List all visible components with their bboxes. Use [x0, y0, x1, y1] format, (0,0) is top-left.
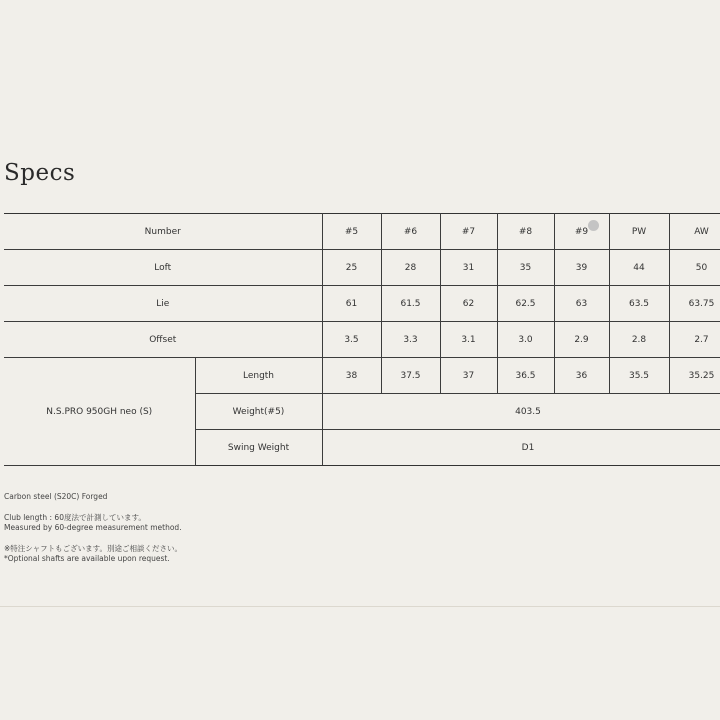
table-cell: 44 [609, 250, 669, 286]
table-cell: 61 [322, 286, 381, 322]
swing-weight-value: D1 [322, 430, 720, 466]
table-cell: 50 [669, 250, 720, 286]
table-cell: 39 [554, 250, 609, 286]
table-cell: 61.5 [381, 286, 440, 322]
row-label: Swing Weight [195, 430, 322, 466]
table-cell: 35.25 [669, 358, 720, 394]
table-cell: 35.5 [609, 358, 669, 394]
page-title: Specs [4, 160, 76, 186]
shaft-note [4, 544, 182, 565]
row-label: Offset [4, 322, 322, 358]
loft-row [4, 250, 720, 286]
table-cell: 36 [554, 358, 609, 394]
header-cell: #8 [497, 214, 554, 250]
table-cell: 3.0 [497, 322, 554, 358]
cursor-dot [588, 220, 599, 231]
length-row [4, 358, 720, 394]
club-length-note-jp: Club length : 60度法で計測しています。 [4, 512, 146, 522]
header-cell: AW [669, 214, 720, 250]
table-cell: 31 [440, 250, 497, 286]
row-label: Weight(#5) [195, 394, 322, 430]
club-length-note [4, 513, 182, 534]
header-label: Number [4, 214, 322, 250]
specs-table [4, 213, 720, 466]
shaft-note-en: *Optional shafts are available upon request. [4, 554, 170, 563]
table-cell: 2.7 [669, 322, 720, 358]
section-divider [0, 606, 720, 607]
row-label: Length [195, 358, 322, 394]
offset-row [4, 322, 720, 358]
table-cell: 35 [497, 250, 554, 286]
header-cell: #7 [440, 214, 497, 250]
table-cell: 25 [322, 250, 381, 286]
header-row [4, 214, 720, 250]
table-cell: 3.5 [322, 322, 381, 358]
lie-row [4, 286, 720, 322]
header-cell: PW [609, 214, 669, 250]
table-cell: 62.5 [497, 286, 554, 322]
header-cell: #5 [322, 214, 381, 250]
table-cell: 62 [440, 286, 497, 322]
table-cell: 2.9 [554, 322, 609, 358]
weight-value: 403.5 [322, 394, 720, 430]
shaft-name: N.S.PRO 950GH neo (S) [4, 358, 195, 466]
table-cell: 2.8 [609, 322, 669, 358]
header-cell: #9 [554, 214, 609, 250]
table-cell: 3.3 [381, 322, 440, 358]
table-cell: 28 [381, 250, 440, 286]
table-cell: 63 [554, 286, 609, 322]
table-cell: 38 [322, 358, 381, 394]
table-cell: 37.5 [381, 358, 440, 394]
table-cell: 36.5 [497, 358, 554, 394]
table-cell: 63.5 [609, 286, 669, 322]
shaft-note-jp: ※特注シャフトもございます。別途ご相談ください。 [4, 543, 183, 553]
club-length-note-en: Measured by 60-degree measurement method. [4, 523, 182, 532]
header-cell: #6 [381, 214, 440, 250]
table-cell: 3.1 [440, 322, 497, 358]
row-label: Lie [4, 286, 322, 322]
material-note: Carbon steel (S20C) Forged [4, 492, 108, 501]
table-cell: 37 [440, 358, 497, 394]
table-cell: 63.75 [669, 286, 720, 322]
spec-notes [4, 492, 182, 575]
row-label: Loft [4, 250, 322, 286]
